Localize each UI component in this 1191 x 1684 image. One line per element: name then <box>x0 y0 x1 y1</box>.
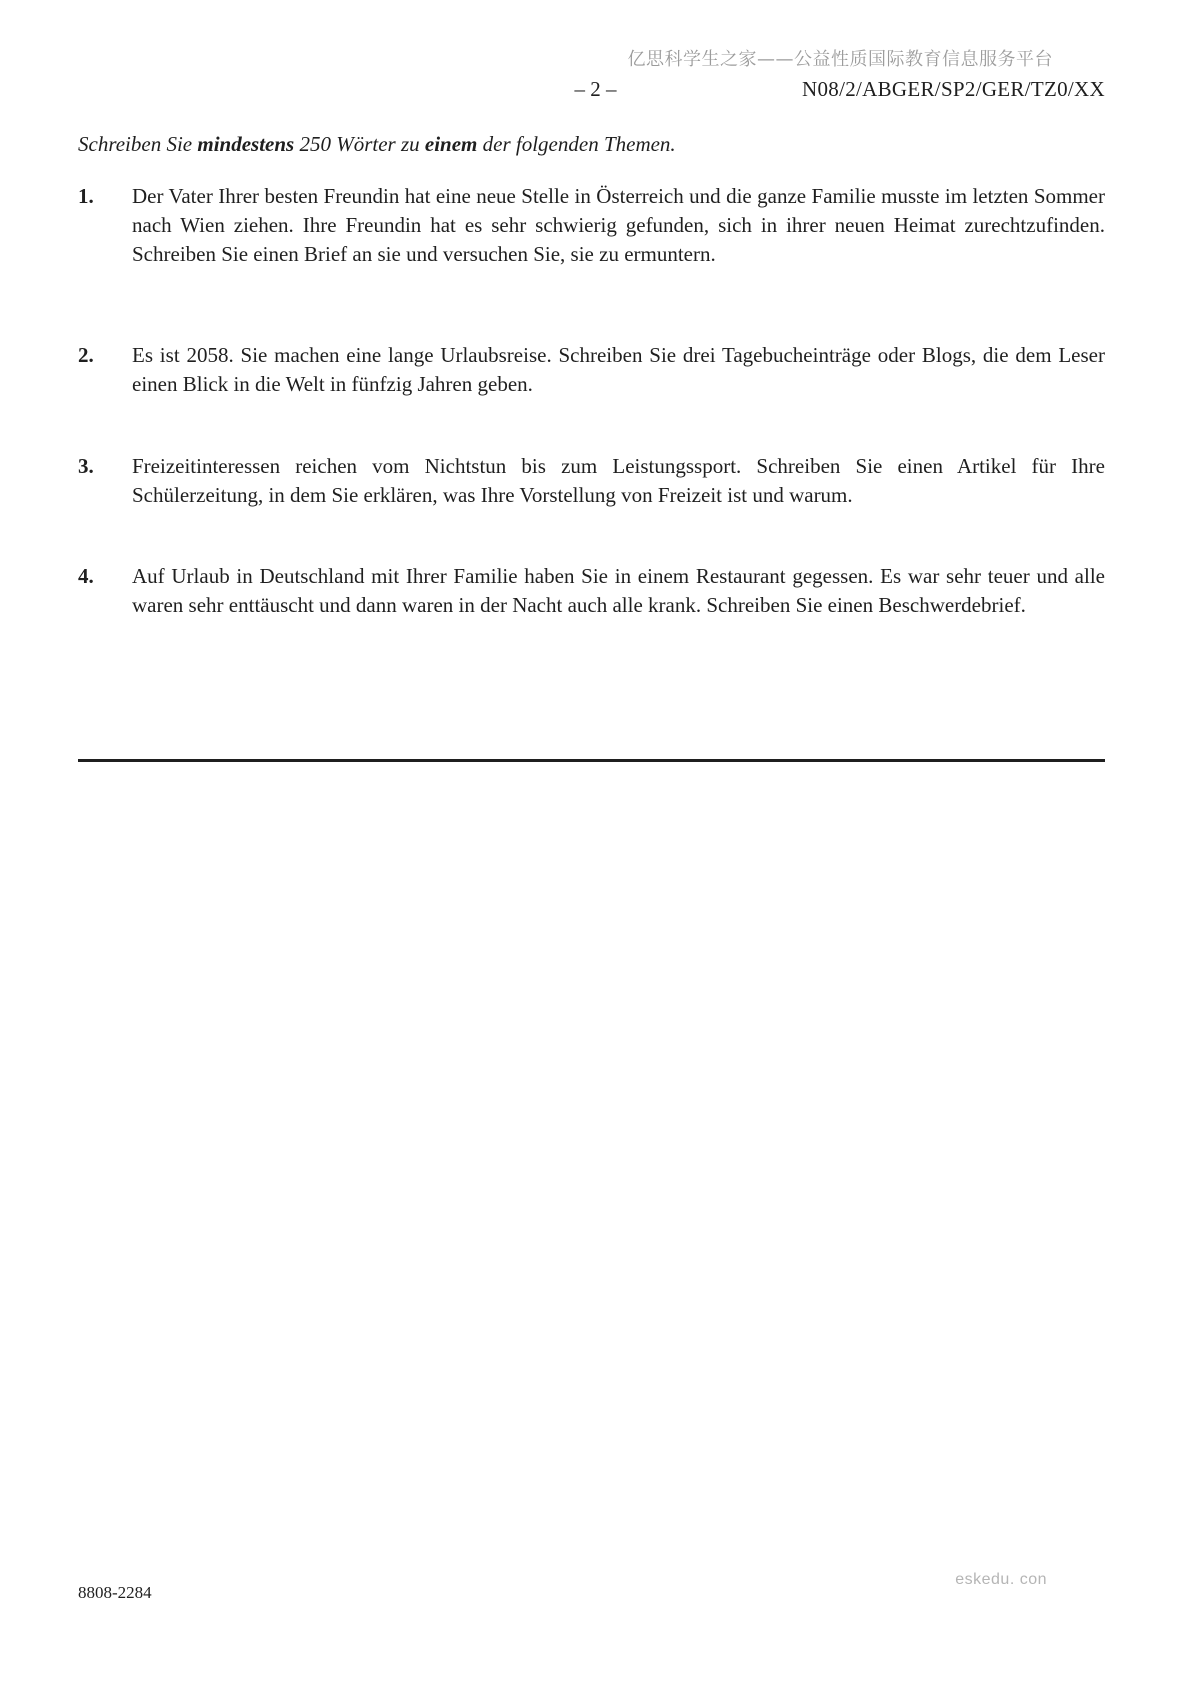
question-number: 2. <box>78 343 94 367</box>
question-item-1 <box>78 182 1105 269</box>
instruction-segment-prefix: Schreiben Sie <box>78 132 198 156</box>
question-text: Der Vater Ihrer besten Freundin hat eine neue Stelle in Österreich und die ganze Familie musste im letzten Sommer nach Wien ziehen. Ihre Freundin hat es sehr schwierig gefunden, sich in ihrer neuen Heimat zurechtzufinden. Schreiben Sie einen Brief an sie und versuchen Sie, sie zu ermuntern. <box>132 184 1105 266</box>
horizontal-rule <box>78 759 1105 762</box>
question-number: 1. <box>78 184 94 208</box>
paper-code: N08/2/ABGER/SP2/GER/TZ0/XX <box>802 77 1105 101</box>
instruction-line <box>78 130 1105 158</box>
question-number: 4. <box>78 564 94 588</box>
instruction-segment-suffix: der folgenden Themen. <box>477 132 676 156</box>
question-number: 3. <box>78 454 94 478</box>
instruction-segment-middle: 250 Wörter zu <box>294 132 425 156</box>
question-item-2 <box>78 341 1105 399</box>
question-item-3 <box>78 452 1105 510</box>
footer-watermark: eskedu. con <box>955 1571 1047 1588</box>
question-text: Auf Urlaub in Deutschland mit Ihrer Familie haben Sie in einem Restaurant gegessen. Es war sehr teuer und alle waren sehr enttäuscht und dann waren in der Nacht auch alle krank. Schreiben Sie einen Beschwerdebrief. <box>132 564 1105 617</box>
question-item-4 <box>78 562 1105 620</box>
header-watermark: 亿思科学生之家——公益性质国际教育信息服务平台 <box>627 49 1053 70</box>
question-text: Freizeitinteressen reichen vom Nichtstun bis zum Leistungssport. Schreiben Sie einen Artikel für Ihre Schülerzeitung, in dem Sie erklären, was Ihre Vorstellung von Freizeit ist und warum. <box>132 454 1105 507</box>
question-text: Es ist 2058. Sie machen eine lange Urlaubsreise. Schreiben Sie drei Tagebucheinträge oder Blogs, die dem Leser einen Blick in die Welt in fünfzig Jahren geben. <box>132 343 1105 396</box>
page-number: – 2 – <box>574 77 617 101</box>
document-number: 8808-2284 <box>78 1583 152 1602</box>
instruction-segment-bold-mindestens: mindestens <box>197 132 295 156</box>
instruction-segment-bold-einem: einem <box>424 132 478 156</box>
